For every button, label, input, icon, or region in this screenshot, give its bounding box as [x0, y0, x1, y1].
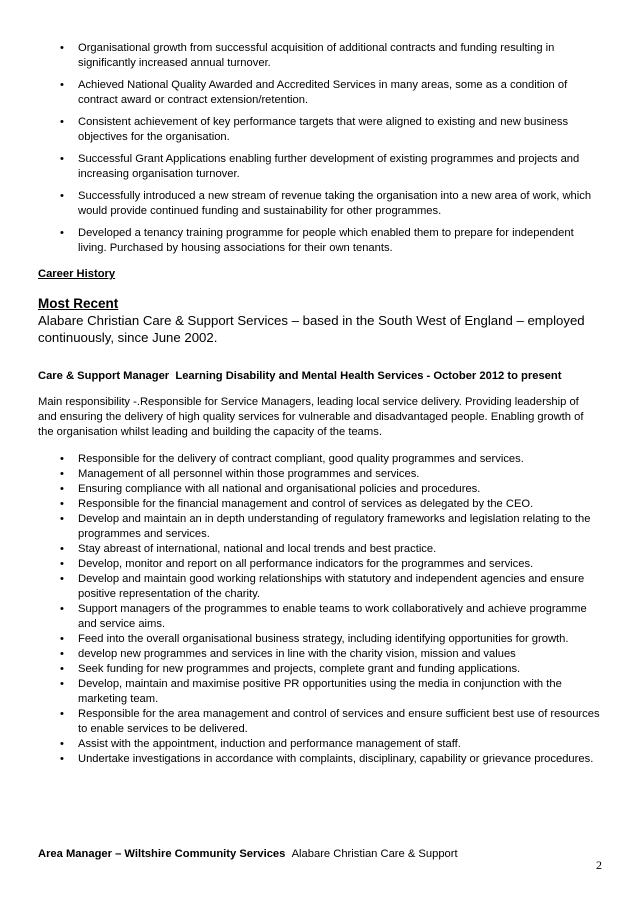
- main-responsibility: Main responsibility -.Responsible for Service Managers, leading local service delivery. Providing leadership of and ensuring the delivery of high quality services for vulnerable and disadvantaged people. Enabling growth of the organisation whilst leading and building the capacity of the teams.: [38, 396, 584, 438]
- achievement-item: [0, 41, 638, 71]
- duty-item: [0, 752, 638, 767]
- bullet-icon: •: [60, 708, 64, 720]
- duties-list: [0, 452, 638, 767]
- achievement-item: [0, 226, 638, 256]
- bullet-icon: •: [60, 648, 64, 660]
- most-recent-description: Alabare Christian Care & Support Services – based in the South West of England – employed continuously, since June 2002.: [38, 313, 585, 345]
- achievement-text: Organisational growth from successful acquisition of additional contracts and funding resulting in significantly increased annual turnover.: [78, 42, 555, 69]
- duty-item: [0, 572, 638, 602]
- achievement-item: [0, 189, 638, 219]
- duty-item: [0, 557, 638, 572]
- duty-text: Feed into the overall organisational business strategy, including identifying opportunities for growth.: [78, 633, 569, 645]
- duty-text: Undertake investigations in accordance with complaints, disciplinary, capability or grievance procedures.: [78, 753, 594, 765]
- duty-text: Responsible for the area management and control of services and ensure sufficient best use of resources to enable services to be delivered.: [78, 708, 600, 735]
- achievement-text: Developed a tenancy training programme for people which enabled them to prepare for independent living. Purchased by housing associations for their own tenants.: [78, 227, 574, 254]
- bullet-icon: •: [60, 603, 64, 615]
- duty-text: Ensuring compliance with all national and organisational policies and procedures.: [78, 483, 481, 495]
- duty-item: [0, 632, 638, 647]
- duty-item: [0, 737, 638, 752]
- duty-item: [0, 512, 638, 542]
- bullet-icon: •: [60, 633, 64, 645]
- duty-text: Assist with the appointment, induction and performance management of staff.: [78, 738, 461, 750]
- duty-text: Seek funding for new programmes and projects, complete grant and funding applications.: [78, 663, 521, 675]
- duty-item: [0, 602, 638, 632]
- achievement-text: Successfully introduced a new stream of revenue taking the organisation into a new area of work, which would provide continued funding and sustainability for other programmes.: [78, 190, 592, 217]
- previous-role-heading: [38, 848, 458, 860]
- role-title: Care & Support Manager Learning Disability and Mental Health Services - October 2012 to present: [38, 370, 562, 382]
- achievement-item: [0, 115, 638, 145]
- bullet-icon: •: [60, 468, 64, 480]
- bullet-icon: •: [60, 42, 64, 54]
- bullet-icon: •: [60, 227, 64, 239]
- achievement-item: [0, 152, 638, 182]
- duty-item: [0, 677, 638, 707]
- page-number: 2: [596, 858, 602, 872]
- duty-item: [0, 542, 638, 557]
- most-recent-heading: Most Recent: [38, 296, 119, 311]
- achievement-text: Successful Grant Applications enabling further development of existing programmes and projects and increasing organisation turnover.: [78, 153, 580, 180]
- achievements-list: [0, 41, 638, 263]
- duty-text: Stay abreast of international, national and local trends and best practice.: [78, 543, 437, 555]
- duty-item: [0, 452, 638, 467]
- bullet-icon: •: [60, 678, 64, 690]
- duty-item: [0, 707, 638, 737]
- bullet-icon: •: [60, 543, 64, 555]
- duty-text: Support managers of the programmes to enable teams to work collaboratively and achieve programme and service aims.: [78, 603, 587, 630]
- duty-text: Develop, maintain and maximise positive PR opportunities using the media in conjunction with the marketing team.: [78, 678, 562, 705]
- duty-text: Management of all personnel within those programmes and services.: [78, 468, 420, 480]
- achievement-item: [0, 78, 638, 108]
- career-history-heading: Career History: [38, 268, 116, 280]
- bullet-icon: •: [60, 79, 64, 91]
- bullet-icon: •: [60, 498, 64, 510]
- previous-role-title: Area Manager – Wiltshire Community Services: [38, 848, 286, 860]
- duty-text: Responsible for the financial management and control of services as delegated by the CEO.: [78, 498, 534, 510]
- duty-item: [0, 467, 638, 482]
- bullet-icon: •: [60, 738, 64, 750]
- duty-text: Develop, monitor and report on all performance indicators for the programmes and services.: [78, 558, 534, 570]
- bullet-icon: •: [60, 116, 64, 128]
- achievement-text: Consistent achievement of key performance targets that were aligned to existing and new business objectives for the organisation.: [78, 116, 569, 143]
- duty-item: [0, 497, 638, 512]
- duty-text: develop new programmes and services in line with the charity vision, mission and values: [78, 648, 516, 660]
- bullet-icon: •: [60, 483, 64, 495]
- previous-role-organisation: Alabare Christian Care & Support: [291, 848, 458, 860]
- duty-text: Develop and maintain an in depth understanding of regulatory frameworks and legislation relating to the programmes and services.: [78, 513, 591, 540]
- duty-text: Responsible for the delivery of contract compliant, good quality programmes and services.: [78, 453, 524, 465]
- bullet-icon: •: [60, 558, 64, 570]
- bullet-icon: •: [60, 453, 64, 465]
- bullet-icon: •: [60, 513, 64, 525]
- duty-item: [0, 662, 638, 677]
- bullet-icon: •: [60, 753, 64, 765]
- bullet-icon: •: [60, 190, 64, 202]
- bullet-icon: •: [60, 153, 64, 165]
- duty-text: Develop and maintain good working relationships with statutory and independent agencies and ensure positive representation of the charity.: [78, 573, 585, 600]
- achievement-text: Achieved National Quality Awarded and Accredited Services in many areas, some as a condition of contract award or contract extension/retention.: [78, 79, 568, 106]
- bullet-icon: •: [60, 573, 64, 585]
- duty-item: [0, 647, 638, 662]
- duty-item: [0, 482, 638, 497]
- bullet-icon: •: [60, 663, 64, 675]
